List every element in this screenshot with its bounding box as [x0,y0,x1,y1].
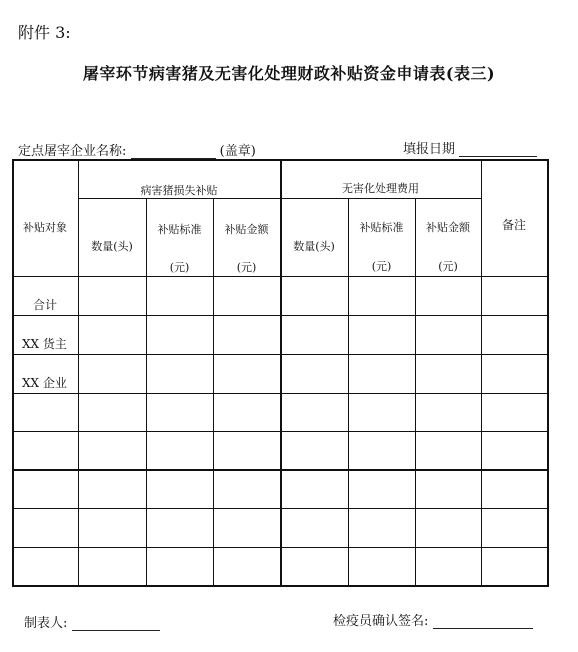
col-line [146,198,147,587]
disposal-cost-header: 无害化处理费用 [342,182,419,195]
seal-label: (盖章) [219,144,256,159]
date-label: 填报日期 [403,142,456,157]
form-title: 屠宰环节病害猪及无害化处理财政补贴资金申请表(表三) [82,64,496,83]
standard-unit-2: (元) [371,260,392,273]
inspector-line[interactable] [433,614,533,629]
inspector-label: 检疫员确认签名: [333,614,429,629]
preparer-label: 制表人: [24,616,68,631]
enterprise-row-label: XX 企业 [22,376,67,390]
col-line [213,198,214,587]
remarks-header: 备注 [501,218,526,232]
quantity-header-1: 数量(头) [91,240,133,253]
company-label: 定点屠宰企业名称: [18,144,127,159]
amount-unit-1: (元) [236,261,257,274]
amount-header-1: 补贴金额 [224,223,269,236]
annex-label: 附件 3: [18,23,71,42]
standard-header-1: 补贴标准 [157,223,202,236]
amount-unit-2: (元) [438,260,458,273]
owner-row-label: XX 货主 [22,337,67,351]
col-line [280,159,282,587]
amount-header-2: 补贴金额 [426,221,470,234]
standard-unit-1: (元) [169,261,190,274]
preparer-line[interactable] [72,616,160,631]
preparer-field [24,612,160,631]
col-line [78,159,79,587]
table-right-border [547,159,549,587]
col-line [348,198,349,587]
subsidy-object-header: 补贴对象 [23,221,67,234]
loss-subsidy-header: 病害猪损失补贴 [140,184,218,197]
inspector-field [333,610,533,629]
total-row-label: 合计 [33,298,58,312]
quantity-header-2: 数量(头) [293,240,335,253]
standard-header-2: 补贴标准 [359,221,404,234]
col-line [415,198,416,587]
